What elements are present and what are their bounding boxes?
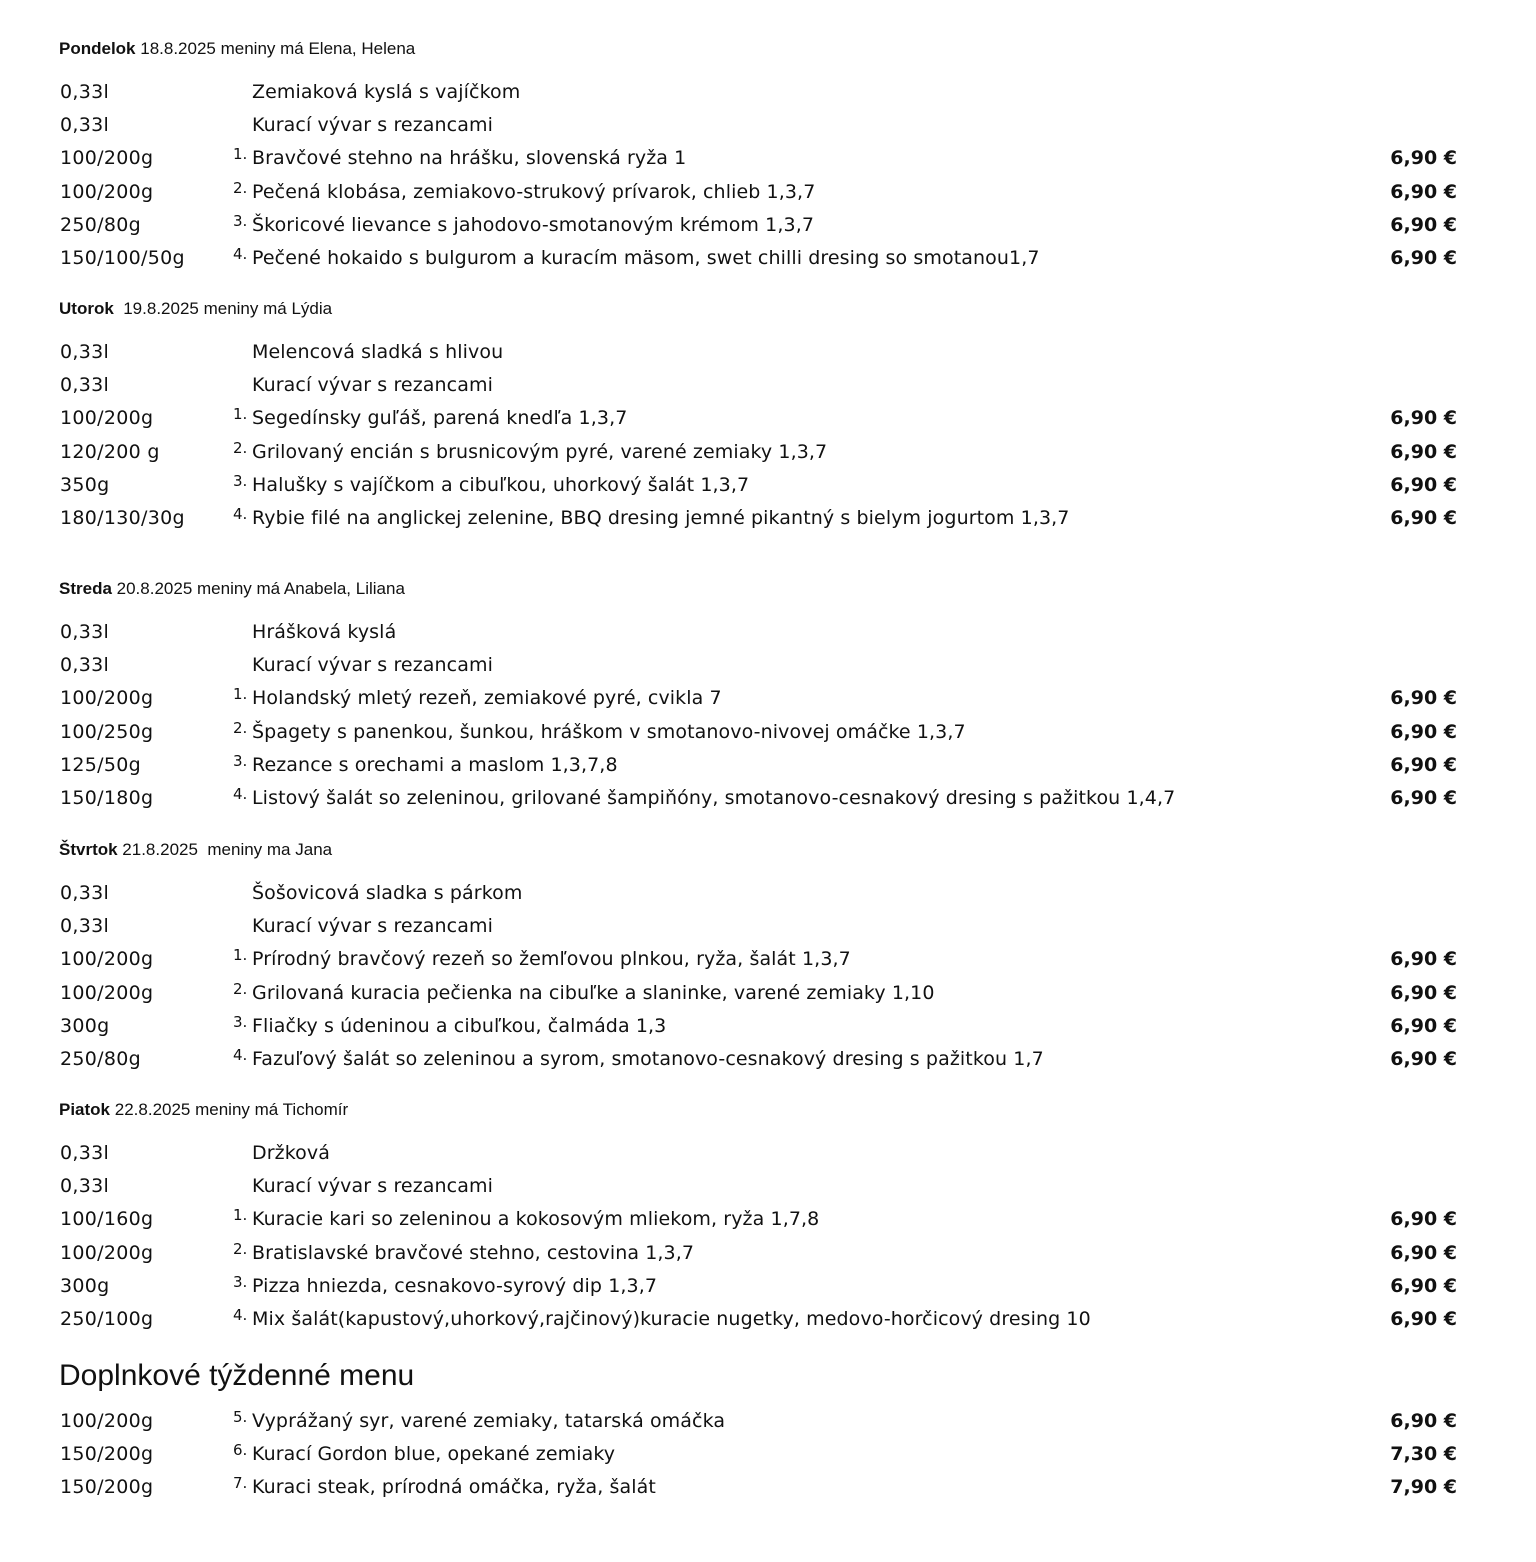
item-dish: Kuracie kari so zeleninou a kokosovým mliekom, ryža 1,7,8 — [252, 1208, 820, 1231]
item-dish: Kurací Gordon blue, opekané zemiaky — [252, 1443, 616, 1466]
day-name: Streda — [59, 579, 112, 598]
item-dish: Vyprážaný syr, varené zemiaky, tatarská omáčka — [252, 1410, 726, 1432]
menu-item — [59, 1170, 1459, 1203]
item-number: 1. — [233, 946, 248, 965]
item-weight: 150/100/50g — [60, 246, 185, 269]
day-header — [59, 577, 1459, 601]
item-dish: Bravčové stehno na hrášku, slovenská ryža 1 — [252, 147, 687, 170]
item-number: 6. — [233, 1441, 248, 1460]
item-weight: 0,33l — [60, 882, 110, 904]
item-dish: Segedínsky guľáš, parená knedľa 1,3,7 — [252, 407, 628, 430]
item-dish: Šošovicová sladka s párkom — [252, 882, 523, 904]
item-number: 3. — [233, 1012, 248, 1031]
item-price: 6,90 € — [1390, 1410, 1457, 1432]
item-dish: Halušky s vajíčkom a cibuľkou, uhorkový šalát 1,3,7 — [252, 473, 750, 496]
menu-item — [59, 1203, 1459, 1236]
item-weight: 100/200g — [60, 1241, 154, 1264]
item-price: 6,90 € — [1390, 1241, 1457, 1264]
day-date-nameday: 18.8.2025 meniny má Elena, Helena — [135, 39, 416, 58]
item-price: 6,90 € — [1390, 506, 1457, 529]
menu-item — [59, 402, 1459, 435]
item-price: 6,90 € — [1390, 180, 1457, 203]
item-number: 4. — [233, 1045, 248, 1064]
item-weight: 0,33l — [60, 915, 110, 938]
item-price: 6,90 € — [1390, 246, 1457, 269]
extra-menu-section — [59, 1405, 1459, 1505]
item-number: 2. — [233, 178, 248, 197]
item-dish: Mix šalát(kapustový,uhorkový,rajčinový)kuracie nugetky, medovo-horčicový dresing 10 — [252, 1307, 1091, 1330]
item-weight: 0,33l — [60, 374, 110, 397]
menu-item — [59, 209, 1459, 242]
item-number: 2. — [233, 718, 248, 737]
item-weight: 100/200g — [60, 407, 154, 430]
day-date-nameday: 21.8.2025 meniny ma Jana — [117, 840, 333, 859]
item-dish: Fliačky s údeninou a cibuľkou, čalmáda 1,3 — [252, 1014, 667, 1037]
menu-item — [59, 616, 1459, 649]
item-dish: Špagety s panenkou, šunkou, hráškom v smotanovo-nivovej omáčke 1,3,7 — [252, 720, 966, 743]
menu-item — [59, 176, 1459, 209]
item-dish: Rybie filé na anglickej zelenine, BBQ dresing jemné pikantný s bielym jogurtom 1,3,7 — [252, 506, 1070, 529]
item-price: 6,90 € — [1390, 1047, 1457, 1070]
menu-item — [59, 716, 1459, 749]
item-price: 6,90 € — [1390, 720, 1457, 743]
day-name: Štvrtok — [59, 840, 118, 859]
item-dish: Fazuľový šalát so zeleninou a syrom, smotanovo-cesnakový dresing s pažitkou 1,7 — [252, 1047, 1044, 1070]
item-weight: 0,33l — [60, 81, 110, 103]
day-section-thursday — [59, 838, 1459, 1076]
day-section-friday — [59, 1098, 1459, 1336]
item-price: 6,90 € — [1390, 1274, 1457, 1297]
menu-item — [59, 1270, 1459, 1303]
item-weight: 0,33l — [60, 114, 110, 137]
menu-item — [59, 1405, 1459, 1438]
item-weight: 100/200g — [60, 687, 154, 710]
item-number: 2. — [233, 438, 248, 457]
item-number: 2. — [233, 979, 248, 998]
item-price: 6,90 € — [1390, 786, 1457, 809]
menu-item — [59, 877, 1459, 910]
menu-item — [59, 910, 1459, 943]
menu-item — [59, 76, 1459, 109]
item-weight: 300g — [60, 1014, 110, 1037]
menu-item — [59, 502, 1459, 535]
menu-item — [59, 336, 1459, 369]
item-number: 5. — [233, 1408, 248, 1426]
item-dish: Pečené hokaido s bulgurom a kuracím mäsom, swet chilli dresing so smotanou1,7 — [252, 246, 1040, 269]
item-price: 6,90 € — [1390, 407, 1457, 430]
day-date-nameday: 22.8.2025 meniny má Tichomír — [110, 1100, 349, 1119]
day-section-monday — [59, 37, 1459, 275]
item-dish: Kurací vývar s rezancami — [252, 654, 493, 677]
item-dish: Škoricové lievance s jahodovo-smotanovým krémom 1,3,7 — [252, 213, 815, 236]
item-weight: 350g — [60, 473, 110, 496]
item-dish: Držková — [252, 1142, 330, 1164]
item-weight: 100/200g — [60, 180, 154, 203]
day-header — [59, 1098, 1459, 1122]
item-number: 2. — [233, 1239, 248, 1258]
item-weight: 100/250g — [60, 720, 154, 743]
item-weight: 100/200g — [60, 1410, 154, 1432]
menu-item — [59, 682, 1459, 715]
menu-item — [59, 242, 1459, 275]
menu-item — [59, 782, 1459, 815]
day-header — [59, 37, 1459, 61]
item-dish: Hrášková kyslá — [252, 621, 397, 643]
item-dish: Kuraci steak, prírodná omáčka, ryža, šalát — [252, 1476, 656, 1499]
item-dish: Zemiaková kyslá s vajíčkom — [252, 81, 521, 103]
item-weight: 150/200g — [60, 1443, 154, 1466]
item-price: 6,90 € — [1390, 213, 1457, 236]
item-price: 6,90 € — [1390, 473, 1457, 496]
item-number: 4. — [233, 784, 248, 803]
item-number: 1. — [233, 405, 248, 424]
item-number: 4. — [233, 244, 248, 263]
item-weight: 0,33l — [60, 341, 110, 363]
day-date-nameday: 20.8.2025 meniny má Anabela, Liliana — [111, 579, 405, 598]
item-weight: 180/130/30g — [60, 506, 185, 529]
item-dish: Pizza hniezda, cesnakovo-syrový dip 1,3,7 — [252, 1274, 658, 1297]
item-weight: 120/200 g — [60, 440, 160, 463]
menu-item — [59, 1471, 1459, 1504]
item-dish: Rezance s orechami a maslom 1,3,7,8 — [252, 753, 618, 776]
day-date-nameday: 19.8.2025 meniny má Lýdia — [113, 299, 333, 318]
item-dish: Pečená klobása, zemiakovo-strukový prívarok, chlieb 1,3,7 — [252, 180, 816, 203]
menu-item — [59, 369, 1459, 402]
item-dish: Kurací vývar s rezancami — [252, 1175, 493, 1198]
menu-item — [59, 469, 1459, 502]
item-price: 7,30 € — [1390, 1443, 1457, 1466]
item-weight: 0,33l — [60, 1142, 110, 1164]
item-dish: Melencová sladká s hlivou — [252, 341, 504, 363]
item-weight: 100/200g — [60, 981, 154, 1004]
menu-item — [59, 436, 1459, 469]
item-weight: 0,33l — [60, 1175, 110, 1198]
item-dish: Bratislavské bravčové stehno, cestovina 1,3,7 — [252, 1241, 695, 1264]
item-price: 6,90 € — [1390, 147, 1457, 170]
item-weight: 100/200g — [60, 147, 154, 170]
item-price: 6,90 € — [1390, 687, 1457, 710]
item-weight: 125/50g — [60, 753, 142, 776]
item-weight: 0,33l — [60, 654, 110, 677]
item-dish: Listový šalát so zeleninou, grilované šampiňóny, smotanovo-cesnakový dresing s pažitkou 1,4,7 — [252, 786, 1176, 809]
menu-item — [59, 1010, 1459, 1043]
item-number: 3. — [233, 751, 248, 770]
menu-item — [59, 977, 1459, 1010]
item-price: 6,90 € — [1390, 440, 1457, 463]
item-weight: 100/160g — [60, 1208, 154, 1231]
item-price: 6,90 € — [1390, 1014, 1457, 1037]
menu-item — [59, 1137, 1459, 1170]
item-number: 4. — [233, 1305, 248, 1324]
item-dish: Prírodný bravčový rezeň so žemľovou plnkou, ryža, šalát 1,3,7 — [252, 948, 851, 971]
day-section-tuesday — [59, 297, 1459, 535]
day-name: Pondelok — [59, 39, 136, 58]
item-price: 7,90 € — [1390, 1476, 1457, 1499]
menu-item — [59, 1438, 1459, 1471]
item-number: 1. — [233, 1206, 248, 1225]
menu-item — [59, 109, 1459, 142]
menu-item — [59, 649, 1459, 682]
item-dish: Kurací vývar s rezancami — [252, 114, 493, 137]
item-number: 3. — [233, 1272, 248, 1291]
day-header — [59, 297, 1459, 321]
item-weight: 250/100g — [60, 1307, 154, 1330]
item-weight: 250/80g — [60, 1047, 142, 1070]
item-weight: 300g — [60, 1274, 110, 1297]
menu-item — [59, 1237, 1459, 1270]
menu-item — [59, 1043, 1459, 1076]
item-weight: 150/200g — [60, 1476, 154, 1499]
item-price: 6,90 € — [1390, 753, 1457, 776]
item-price: 6,90 € — [1390, 1208, 1457, 1231]
item-number: 7. — [233, 1474, 248, 1493]
item-weight: 0,33l — [60, 621, 110, 643]
item-dish: Kurací vývar s rezancami — [252, 374, 493, 397]
item-price: 6,90 € — [1390, 981, 1457, 1004]
item-number: 1. — [233, 145, 248, 164]
item-number: 3. — [233, 211, 248, 230]
item-number: 1. — [233, 685, 248, 704]
day-name: Utorok — [59, 299, 114, 318]
day-name: Piatok — [59, 1100, 111, 1119]
menu-item — [59, 1303, 1459, 1336]
day-header — [59, 838, 1459, 862]
menu-item — [59, 943, 1459, 976]
item-weight: 250/80g — [60, 213, 142, 236]
menu-item — [59, 749, 1459, 782]
item-weight: 150/180g — [60, 786, 154, 809]
item-dish: Holandský mletý rezeň, zemiakové pyré, cvikla 7 — [252, 687, 722, 710]
item-number: 3. — [233, 471, 248, 490]
item-price: 6,90 € — [1390, 1307, 1457, 1330]
item-weight: 100/200g — [60, 948, 154, 971]
item-dish: Kurací vývar s rezancami — [252, 915, 493, 938]
item-number: 4. — [233, 504, 248, 523]
item-dish: Grilovaný encián s brusnicovým pyré, varené zemiaky 1,3,7 — [252, 440, 828, 463]
extra-menu-title: Doplnkové týždenné menu — [59, 1359, 415, 1392]
menu-item — [59, 142, 1459, 175]
day-section-wednesday — [59, 577, 1459, 815]
item-dish: Grilovaná kuracia pečienka na cibuľke a slaninke, varené zemiaky 1,10 — [252, 981, 935, 1004]
item-price: 6,90 € — [1390, 948, 1457, 971]
